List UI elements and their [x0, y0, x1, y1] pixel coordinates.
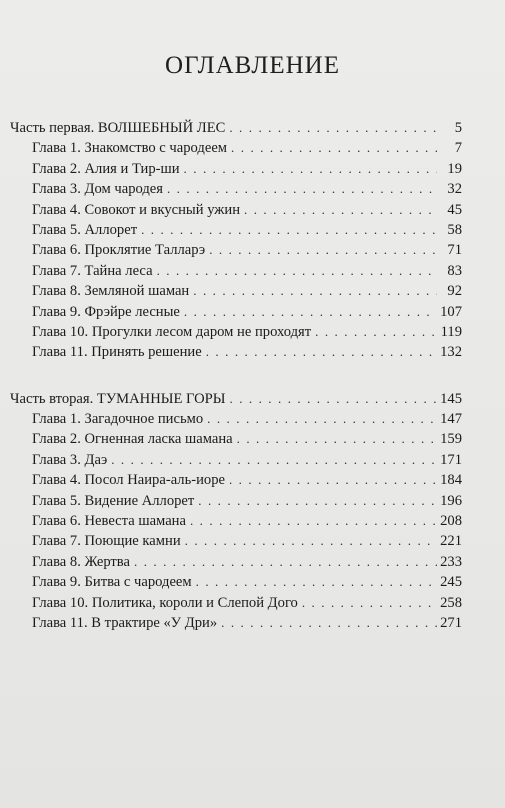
chapter-title: Глава 3. Дом чародея — [32, 181, 163, 198]
toc-chapter-entry — [0, 470, 505, 490]
table-of-contents — [0, 118, 505, 633]
page-number: 145 — [440, 390, 462, 407]
chapter-title: Глава 6. Проклятие Талларэ — [32, 242, 206, 259]
toc-chapter-entry — [0, 450, 505, 470]
page-number: 119 — [440, 323, 462, 340]
chapter-title: Глава 2. Огненная ласка шамана — [32, 431, 233, 448]
dot-leader — [198, 491, 437, 511]
dot-leader — [209, 240, 437, 260]
chapter-title: Глава 5. Видение Аллорет — [32, 492, 195, 509]
dot-leader — [244, 200, 437, 220]
toc-chapter-entry — [0, 302, 505, 322]
dot-leader — [237, 429, 437, 449]
page-number: 45 — [447, 201, 462, 218]
dot-leader — [229, 118, 437, 138]
toc-chapter-entry — [0, 531, 505, 551]
dot-leader — [184, 159, 437, 179]
toc-part-heading — [0, 118, 505, 138]
chapter-title: Глава 4. Совокот и вкусный ужин — [32, 201, 241, 218]
toc-chapter-entry — [0, 572, 505, 592]
dot-leader — [185, 531, 437, 551]
part-title: Часть первая. ВОЛШЕБНЫЙ ЛЕС — [10, 120, 226, 136]
part-title: Часть вторая. ТУМАННЫЕ ГОРЫ — [10, 390, 226, 407]
chapter-title: Глава 2. Алия и Тир-ши — [32, 160, 180, 177]
chapter-title: Глава 6. Невеста шамана — [32, 513, 186, 530]
dot-leader — [167, 179, 437, 199]
dot-leader — [315, 322, 437, 342]
toc-part — [0, 389, 505, 634]
chapter-title: Глава 3. Даэ — [32, 451, 108, 468]
page-number: 107 — [440, 303, 462, 320]
toc-chapter-entry — [0, 511, 505, 531]
toc-chapter-entry — [0, 240, 505, 260]
dot-leader — [184, 302, 437, 322]
page-number: 208 — [440, 513, 462, 530]
page-number: 171 — [440, 451, 462, 468]
page-number: 196 — [440, 492, 462, 509]
chapter-title: Глава 11. Принять решение — [32, 344, 202, 361]
page-number: 83 — [447, 262, 462, 279]
chapter-title: Глава 7. Тайна леса — [32, 262, 153, 279]
chapter-title: Глава 8. Земляной шаман — [32, 283, 190, 300]
page-number: 258 — [440, 594, 462, 611]
page-number: 7 — [454, 140, 462, 157]
page-number: 92 — [447, 283, 462, 300]
dot-leader — [196, 572, 437, 592]
toc-part-heading — [0, 389, 505, 409]
dot-leader — [221, 613, 437, 633]
toc-chapter-entry — [0, 491, 505, 511]
toc-chapter-entry — [0, 179, 505, 199]
page-number: 221 — [440, 533, 462, 550]
chapter-title: Глава 9. Битва с чародеем — [32, 574, 192, 591]
chapter-title: Глава 10. Политика, короли и Слепой Дого — [32, 594, 298, 611]
chapter-title: Глава 1. Знакомство с чародеем — [32, 140, 228, 157]
toc-chapter-entry — [0, 429, 505, 449]
toc-chapter-entry — [0, 138, 505, 158]
toc-chapter-entry — [0, 261, 505, 281]
toc-chapter-entry — [0, 220, 505, 240]
chapter-title: Глава 1. Загадочное письмо — [32, 411, 204, 428]
page-number: 71 — [447, 242, 462, 259]
dot-leader — [231, 138, 437, 158]
page-number: 233 — [440, 553, 462, 570]
page-number: 184 — [440, 472, 462, 489]
page-number: 245 — [440, 574, 462, 591]
page-number: 32 — [447, 181, 462, 198]
page-number: 58 — [447, 221, 462, 238]
page-number: 159 — [440, 431, 462, 448]
page-number: 132 — [440, 344, 462, 361]
dot-leader — [134, 552, 437, 572]
dot-leader — [157, 261, 437, 281]
page-title: ОГЛАВЛЕНИЕ — [165, 52, 340, 79]
chapter-title: Глава 9. Фрэйре лесные — [32, 303, 180, 320]
dot-leader — [230, 389, 438, 409]
dot-leader — [302, 593, 437, 613]
chapter-title: Глава 4. Посол Наира-аль-иоре — [32, 472, 225, 489]
page-number: 271 — [440, 614, 462, 631]
page-number: 147 — [440, 411, 462, 428]
toc-part — [0, 118, 505, 363]
chapter-title: Глава 5. Аллорет — [32, 221, 138, 238]
dot-leader — [229, 470, 437, 490]
dot-leader — [111, 450, 437, 470]
toc-chapter-entry — [0, 613, 505, 633]
chapter-title: Глава 10. Прогулки лесом даром не проходят — [32, 323, 312, 340]
toc-chapter-entry — [0, 159, 505, 179]
dot-leader — [206, 342, 437, 362]
page-number: 19 — [447, 160, 462, 177]
dot-leader — [141, 220, 437, 240]
toc-chapter-entry — [0, 281, 505, 301]
toc-chapter-entry — [0, 322, 505, 342]
toc-chapter-entry — [0, 552, 505, 572]
toc-chapter-entry — [0, 342, 505, 362]
toc-chapter-entry — [0, 409, 505, 429]
chapter-title: Глава 8. Жертва — [32, 553, 130, 570]
chapter-title: Глава 11. В трактире «У Дри» — [32, 614, 218, 631]
dot-leader — [190, 511, 437, 531]
toc-chapter-entry — [0, 593, 505, 613]
chapter-title: Глава 7. Поющие камни — [32, 533, 181, 550]
dot-leader — [193, 281, 437, 301]
toc-chapter-entry — [0, 200, 505, 220]
page-number: 5 — [454, 120, 462, 136]
dot-leader — [207, 409, 437, 429]
